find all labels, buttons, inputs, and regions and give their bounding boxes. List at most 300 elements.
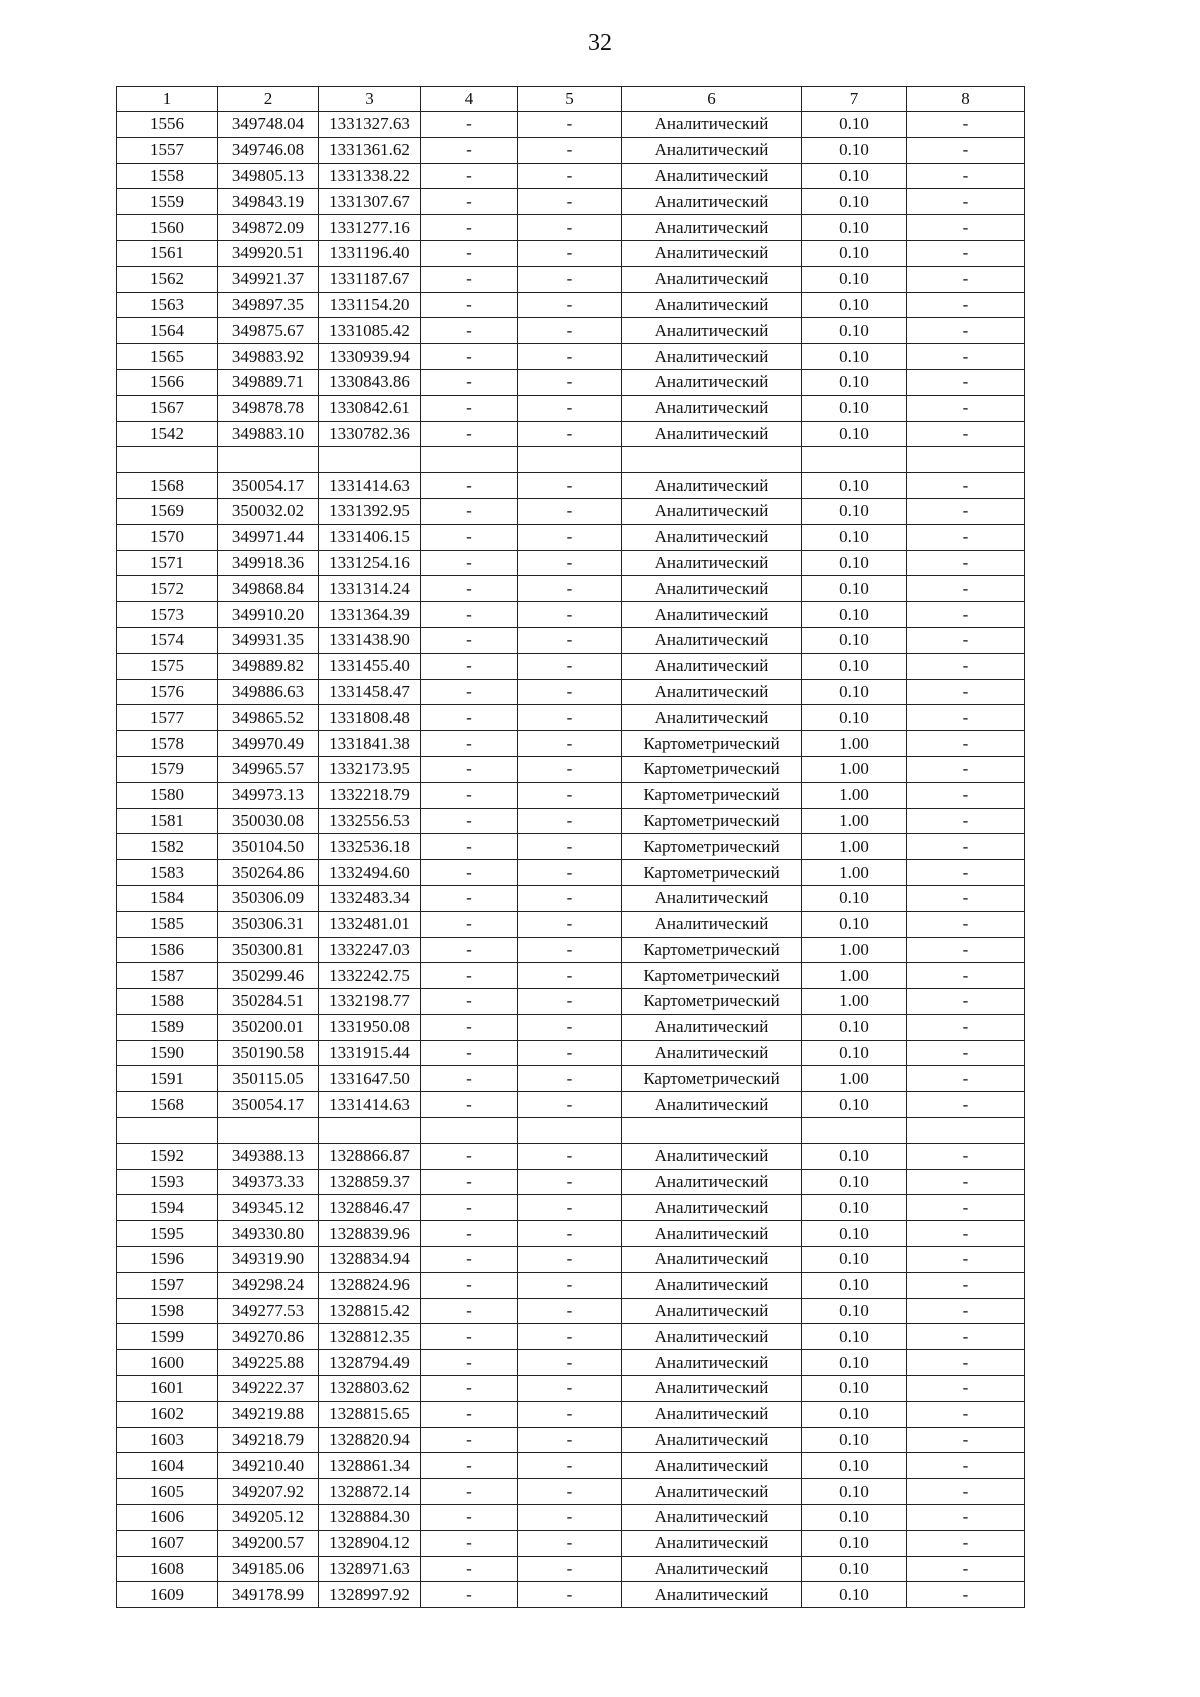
- table-cell: -: [907, 395, 1025, 421]
- table-cell: -: [421, 292, 518, 318]
- table-cell: 349277.53: [218, 1298, 319, 1324]
- table-cell: 1328904.12: [319, 1530, 421, 1556]
- table-cell: [421, 447, 518, 473]
- table-cell: 349319.90: [218, 1247, 319, 1273]
- table-cell: [518, 1118, 622, 1144]
- table-cell: 1331338.22: [319, 163, 421, 189]
- table-cell: -: [518, 240, 622, 266]
- table-cell: -: [518, 1479, 622, 1505]
- table-cell: -: [907, 524, 1025, 550]
- table-cell: Картометрический: [622, 963, 802, 989]
- table-row: [117, 1221, 1025, 1247]
- table-cell: -: [518, 1324, 622, 1350]
- table-cell: Картометрический: [622, 782, 802, 808]
- table-cell: 1607: [117, 1530, 218, 1556]
- table-row: [117, 1427, 1025, 1453]
- table-cell: 1331647.50: [319, 1066, 421, 1092]
- table-cell: 0.10: [802, 1272, 907, 1298]
- table-cell: 1.00: [802, 1066, 907, 1092]
- table-cell: Аналитический: [622, 1169, 802, 1195]
- table-cell: Аналитический: [622, 911, 802, 937]
- table-cell: -: [421, 1401, 518, 1427]
- table-row: [117, 705, 1025, 731]
- table-row: [117, 989, 1025, 1015]
- table-cell: -: [518, 524, 622, 550]
- table-row: [117, 1195, 1025, 1221]
- table-cell: 349210.40: [218, 1453, 319, 1479]
- table-cell: -: [518, 1092, 622, 1118]
- table-cell: -: [518, 1376, 622, 1402]
- table-cell: 1328815.65: [319, 1401, 421, 1427]
- table-cell: Картометрический: [622, 808, 802, 834]
- table-cell: 1580: [117, 782, 218, 808]
- table-cell: -: [421, 1169, 518, 1195]
- table-cell: 0.10: [802, 1505, 907, 1531]
- table-row: [117, 112, 1025, 138]
- table-cell: -: [421, 860, 518, 886]
- table-row: [117, 1143, 1025, 1169]
- table-cell: -: [907, 808, 1025, 834]
- table-cell: -: [907, 602, 1025, 628]
- table-cell: 349920.51: [218, 240, 319, 266]
- table-cell: 0.10: [802, 885, 907, 911]
- table-cell: -: [907, 1530, 1025, 1556]
- table-cell: -: [907, 1272, 1025, 1298]
- table-cell: -: [518, 1143, 622, 1169]
- table-cell: 349178.99: [218, 1582, 319, 1608]
- table-cell: 1331414.63: [319, 473, 421, 499]
- table-cell: [117, 447, 218, 473]
- table-cell: 349889.71: [218, 369, 319, 395]
- table-cell: -: [907, 292, 1025, 318]
- table-cell: 0.10: [802, 1453, 907, 1479]
- table-cell: -: [907, 1350, 1025, 1376]
- table-cell: -: [518, 1195, 622, 1221]
- table-cell: [117, 1118, 218, 1144]
- table-cell: -: [907, 705, 1025, 731]
- table-cell: -: [518, 318, 622, 344]
- table-cell: -: [421, 989, 518, 1015]
- table-cell: Картометрический: [622, 989, 802, 1015]
- table-cell: -: [907, 473, 1025, 499]
- table-cell: Аналитический: [622, 1427, 802, 1453]
- table-cell: 1328866.87: [319, 1143, 421, 1169]
- table-cell: -: [907, 1092, 1025, 1118]
- table-cell: 0.10: [802, 473, 907, 499]
- table-cell: 349931.35: [218, 627, 319, 653]
- table-row: [117, 576, 1025, 602]
- table-cell: 1332556.53: [319, 808, 421, 834]
- table-cell: 1568: [117, 1092, 218, 1118]
- table-cell: 1331915.44: [319, 1040, 421, 1066]
- table-cell: 1565: [117, 344, 218, 370]
- table-cell: -: [907, 1324, 1025, 1350]
- table-cell: 350115.05: [218, 1066, 319, 1092]
- table-cell: 0.10: [802, 524, 907, 550]
- table-cell: 0.10: [802, 1195, 907, 1221]
- table-row: [117, 1376, 1025, 1402]
- table-cell: Аналитический: [622, 1479, 802, 1505]
- table-cell: -: [518, 215, 622, 241]
- table-cell: 0.10: [802, 189, 907, 215]
- table-cell: 1593: [117, 1169, 218, 1195]
- table-cell: 1328859.37: [319, 1169, 421, 1195]
- table-cell: -: [421, 1247, 518, 1273]
- table-cell: 0.10: [802, 1324, 907, 1350]
- table-cell: 1328971.63: [319, 1556, 421, 1582]
- table-cell: 349872.09: [218, 215, 319, 241]
- table-cell: [319, 447, 421, 473]
- table-cell: -: [421, 1014, 518, 1040]
- table-cell: -: [518, 705, 622, 731]
- table-cell: 1575: [117, 653, 218, 679]
- table-cell: 1331414.63: [319, 1092, 421, 1118]
- table-cell: 1586: [117, 937, 218, 963]
- table-cell: 1.00: [802, 731, 907, 757]
- table-cell: Аналитический: [622, 498, 802, 524]
- table-cell: -: [518, 1014, 622, 1040]
- table-cell: 1328794.49: [319, 1350, 421, 1376]
- table-cell: Аналитический: [622, 705, 802, 731]
- table-cell: -: [421, 1066, 518, 1092]
- table-cell: Аналитический: [622, 421, 802, 447]
- table-cell: Аналитический: [622, 602, 802, 628]
- table-cell: Аналитический: [622, 1582, 802, 1608]
- table-cell: -: [421, 731, 518, 757]
- table-cell: 0.10: [802, 112, 907, 138]
- table-cell: 0.10: [802, 576, 907, 602]
- table-cell: -: [421, 344, 518, 370]
- table-cell: 1328812.35: [319, 1324, 421, 1350]
- table-cell: 1331314.24: [319, 576, 421, 602]
- table-cell: 1.00: [802, 808, 907, 834]
- table-cell: -: [907, 731, 1025, 757]
- table-cell: 0.10: [802, 240, 907, 266]
- table-row: [117, 1582, 1025, 1608]
- table-row: [117, 1298, 1025, 1324]
- table-row: [117, 369, 1025, 395]
- table-cell: 349205.12: [218, 1505, 319, 1531]
- table-cell: 349921.37: [218, 266, 319, 292]
- table-cell: -: [421, 1040, 518, 1066]
- table-cell: 349746.08: [218, 137, 319, 163]
- table-row: [117, 1556, 1025, 1582]
- table-cell: -: [907, 653, 1025, 679]
- table-cell: 1331254.16: [319, 550, 421, 576]
- table-cell: -: [907, 1195, 1025, 1221]
- table-cell: 349883.92: [218, 344, 319, 370]
- table-cell: -: [518, 112, 622, 138]
- table-cell: 0.10: [802, 292, 907, 318]
- table-cell: 0.10: [802, 137, 907, 163]
- table-cell: Аналитический: [622, 1143, 802, 1169]
- table-cell: 1328872.14: [319, 1479, 421, 1505]
- table-cell: Аналитический: [622, 1505, 802, 1531]
- table-cell: [319, 1118, 421, 1144]
- table-cell: -: [421, 705, 518, 731]
- table-cell: 1556: [117, 112, 218, 138]
- table-row: [117, 1040, 1025, 1066]
- table-cell: 1328803.62: [319, 1376, 421, 1402]
- table-cell: Аналитический: [622, 189, 802, 215]
- table-cell: -: [518, 1556, 622, 1582]
- table-cell: 349207.92: [218, 1479, 319, 1505]
- table-cell: Аналитический: [622, 653, 802, 679]
- table-cell: 350032.02: [218, 498, 319, 524]
- table-cell: -: [421, 550, 518, 576]
- table-cell: 1560: [117, 215, 218, 241]
- table-cell: -: [907, 576, 1025, 602]
- table-cell: -: [421, 1195, 518, 1221]
- table-cell: 0.10: [802, 1350, 907, 1376]
- table-cell: 1572: [117, 576, 218, 602]
- table-cell: -: [421, 627, 518, 653]
- table-cell: 349748.04: [218, 112, 319, 138]
- table-cell: -: [518, 963, 622, 989]
- table-cell: [218, 1118, 319, 1144]
- table-cell: 349222.37: [218, 1376, 319, 1402]
- table-cell: -: [907, 782, 1025, 808]
- table-cell: -: [421, 653, 518, 679]
- table-row: [117, 782, 1025, 808]
- table-cell: -: [518, 498, 622, 524]
- table-cell: 1331841.38: [319, 731, 421, 757]
- table-cell: 1328884.30: [319, 1505, 421, 1531]
- table-cell: 0.10: [802, 266, 907, 292]
- table-cell: -: [421, 266, 518, 292]
- table-cell: -: [518, 1066, 622, 1092]
- table-row: [117, 602, 1025, 628]
- table-cell: -: [518, 344, 622, 370]
- table-row: [117, 937, 1025, 963]
- table-cell: 0.10: [802, 498, 907, 524]
- table-cell: 1591: [117, 1066, 218, 1092]
- column-header: 7: [802, 87, 907, 112]
- table-cell: 1563: [117, 292, 218, 318]
- table-row: [117, 163, 1025, 189]
- table-cell: Картометрический: [622, 731, 802, 757]
- table-cell: -: [421, 421, 518, 447]
- table-cell: Аналитический: [622, 627, 802, 653]
- table-cell: -: [421, 576, 518, 602]
- table-row: [117, 1479, 1025, 1505]
- table-cell: -: [907, 937, 1025, 963]
- table-cell: -: [421, 1092, 518, 1118]
- table-cell: 0.10: [802, 1143, 907, 1169]
- table-cell: 1331277.16: [319, 215, 421, 241]
- table-cell: -: [421, 1479, 518, 1505]
- table-cell: 350264.86: [218, 860, 319, 886]
- column-header: 8: [907, 87, 1025, 112]
- table-cell: -: [421, 473, 518, 499]
- table-separator-row: [117, 1118, 1025, 1144]
- table-row: [117, 1350, 1025, 1376]
- table-cell: 349973.13: [218, 782, 319, 808]
- table-separator-row: [117, 447, 1025, 473]
- table-cell: [802, 1118, 907, 1144]
- table-cell: 1571: [117, 550, 218, 576]
- table-cell: -: [518, 1530, 622, 1556]
- table-cell: -: [907, 627, 1025, 653]
- table-cell: 1589: [117, 1014, 218, 1040]
- table-cell: -: [421, 782, 518, 808]
- table-cell: 1330843.86: [319, 369, 421, 395]
- table-cell: -: [907, 344, 1025, 370]
- table-cell: 349868.84: [218, 576, 319, 602]
- table-cell: 1331808.48: [319, 705, 421, 731]
- table-cell: -: [907, 679, 1025, 705]
- table-row: [117, 473, 1025, 499]
- page-number: 32: [588, 30, 612, 56]
- table-cell: 350299.46: [218, 963, 319, 989]
- table-cell: 1602: [117, 1401, 218, 1427]
- table-cell: 349298.24: [218, 1272, 319, 1298]
- table-cell: -: [421, 1505, 518, 1531]
- table-cell: -: [421, 137, 518, 163]
- table-cell: -: [907, 189, 1025, 215]
- table-cell: 0.10: [802, 1169, 907, 1195]
- table-cell: 0.10: [802, 1530, 907, 1556]
- table-cell: 0.10: [802, 395, 907, 421]
- table-cell: -: [421, 524, 518, 550]
- table-cell: -: [907, 1298, 1025, 1324]
- table-cell: 1598: [117, 1298, 218, 1324]
- table-row: [117, 524, 1025, 550]
- table-cell: -: [421, 679, 518, 705]
- table-cell: 1585: [117, 911, 218, 937]
- table-row: [117, 679, 1025, 705]
- table-cell: -: [518, 885, 622, 911]
- table-cell: 1332173.95: [319, 756, 421, 782]
- table-cell: 350190.58: [218, 1040, 319, 1066]
- table-cell: -: [518, 1350, 622, 1376]
- table-cell: -: [907, 215, 1025, 241]
- table-cell: -: [421, 369, 518, 395]
- table-cell: [802, 447, 907, 473]
- table-cell: 349373.33: [218, 1169, 319, 1195]
- table-cell: -: [421, 963, 518, 989]
- table-cell: 0.10: [802, 1298, 907, 1324]
- table-cell: -: [421, 1272, 518, 1298]
- table-cell: [622, 1118, 802, 1144]
- table-cell: 1582: [117, 834, 218, 860]
- table-cell: 1328839.96: [319, 1221, 421, 1247]
- table-cell: 1331361.62: [319, 137, 421, 163]
- table-cell: 1568: [117, 473, 218, 499]
- table-cell: 1564: [117, 318, 218, 344]
- table-cell: -: [421, 498, 518, 524]
- table-cell: -: [907, 911, 1025, 937]
- table-row: [117, 1453, 1025, 1479]
- table-cell: 1332494.60: [319, 860, 421, 886]
- table-cell: -: [421, 1350, 518, 1376]
- table-cell: 1331187.67: [319, 266, 421, 292]
- table-cell: 1331950.08: [319, 1014, 421, 1040]
- table-cell: Аналитический: [622, 1453, 802, 1479]
- table-cell: -: [518, 1453, 622, 1479]
- table-cell: 349388.13: [218, 1143, 319, 1169]
- table-row: [117, 344, 1025, 370]
- table-cell: 0.10: [802, 679, 907, 705]
- table-cell: 1561: [117, 240, 218, 266]
- table-cell: -: [421, 937, 518, 963]
- table-cell: -: [518, 834, 622, 860]
- table-cell: 0.10: [802, 344, 907, 370]
- table-cell: 1569: [117, 498, 218, 524]
- table-cell: 1590: [117, 1040, 218, 1066]
- table-cell: -: [518, 1040, 622, 1066]
- table-cell: -: [421, 163, 518, 189]
- table-cell: -: [421, 189, 518, 215]
- table-cell: 0.10: [802, 369, 907, 395]
- table-cell: 1595: [117, 1221, 218, 1247]
- table-cell: -: [907, 1143, 1025, 1169]
- table-cell: 1331406.15: [319, 524, 421, 550]
- table-cell: -: [907, 163, 1025, 189]
- table-cell: -: [907, 1479, 1025, 1505]
- table-cell: -: [421, 318, 518, 344]
- table-row: [117, 731, 1025, 757]
- table-cell: Аналитический: [622, 318, 802, 344]
- table-cell: 349910.20: [218, 602, 319, 628]
- table-row: [117, 421, 1025, 447]
- table-cell: -: [421, 808, 518, 834]
- table-cell: -: [421, 911, 518, 937]
- table-cell: 1562: [117, 266, 218, 292]
- table-cell: 350054.17: [218, 473, 319, 499]
- table-row: [117, 1401, 1025, 1427]
- table-cell: -: [421, 756, 518, 782]
- table-cell: 349843.19: [218, 189, 319, 215]
- table-cell: -: [421, 1376, 518, 1402]
- table-cell: 349218.79: [218, 1427, 319, 1453]
- table-cell: 1588: [117, 989, 218, 1015]
- table-cell: 349225.88: [218, 1350, 319, 1376]
- table-cell: Аналитический: [622, 1401, 802, 1427]
- table-cell: 1573: [117, 602, 218, 628]
- table-cell: 1332247.03: [319, 937, 421, 963]
- table-cell: -: [907, 1505, 1025, 1531]
- table-cell: Аналитический: [622, 163, 802, 189]
- table-cell: 1332483.34: [319, 885, 421, 911]
- table-cell: 1331392.95: [319, 498, 421, 524]
- table-cell: 349883.10: [218, 421, 319, 447]
- table-cell: -: [907, 1040, 1025, 1066]
- table-cell: 349897.35: [218, 292, 319, 318]
- table-cell: Картометрический: [622, 834, 802, 860]
- table-cell: 1330782.36: [319, 421, 421, 447]
- table-cell: -: [421, 1298, 518, 1324]
- table-cell: Аналитический: [622, 473, 802, 499]
- column-header: 2: [218, 87, 319, 112]
- table-cell: -: [907, 137, 1025, 163]
- table-cell: 349805.13: [218, 163, 319, 189]
- table-cell: 1606: [117, 1505, 218, 1531]
- table-cell: -: [518, 937, 622, 963]
- table-row: [117, 292, 1025, 318]
- table-cell: 1331085.42: [319, 318, 421, 344]
- table-cell: 0.10: [802, 1014, 907, 1040]
- table-cell: -: [907, 1014, 1025, 1040]
- table-cell: -: [518, 1401, 622, 1427]
- table-cell: 349965.57: [218, 756, 319, 782]
- table-cell: -: [907, 421, 1025, 447]
- table-cell: 349865.52: [218, 705, 319, 731]
- table-cell: -: [421, 112, 518, 138]
- table-cell: 1596: [117, 1247, 218, 1273]
- table-cell: -: [907, 550, 1025, 576]
- table-cell: Картометрический: [622, 860, 802, 886]
